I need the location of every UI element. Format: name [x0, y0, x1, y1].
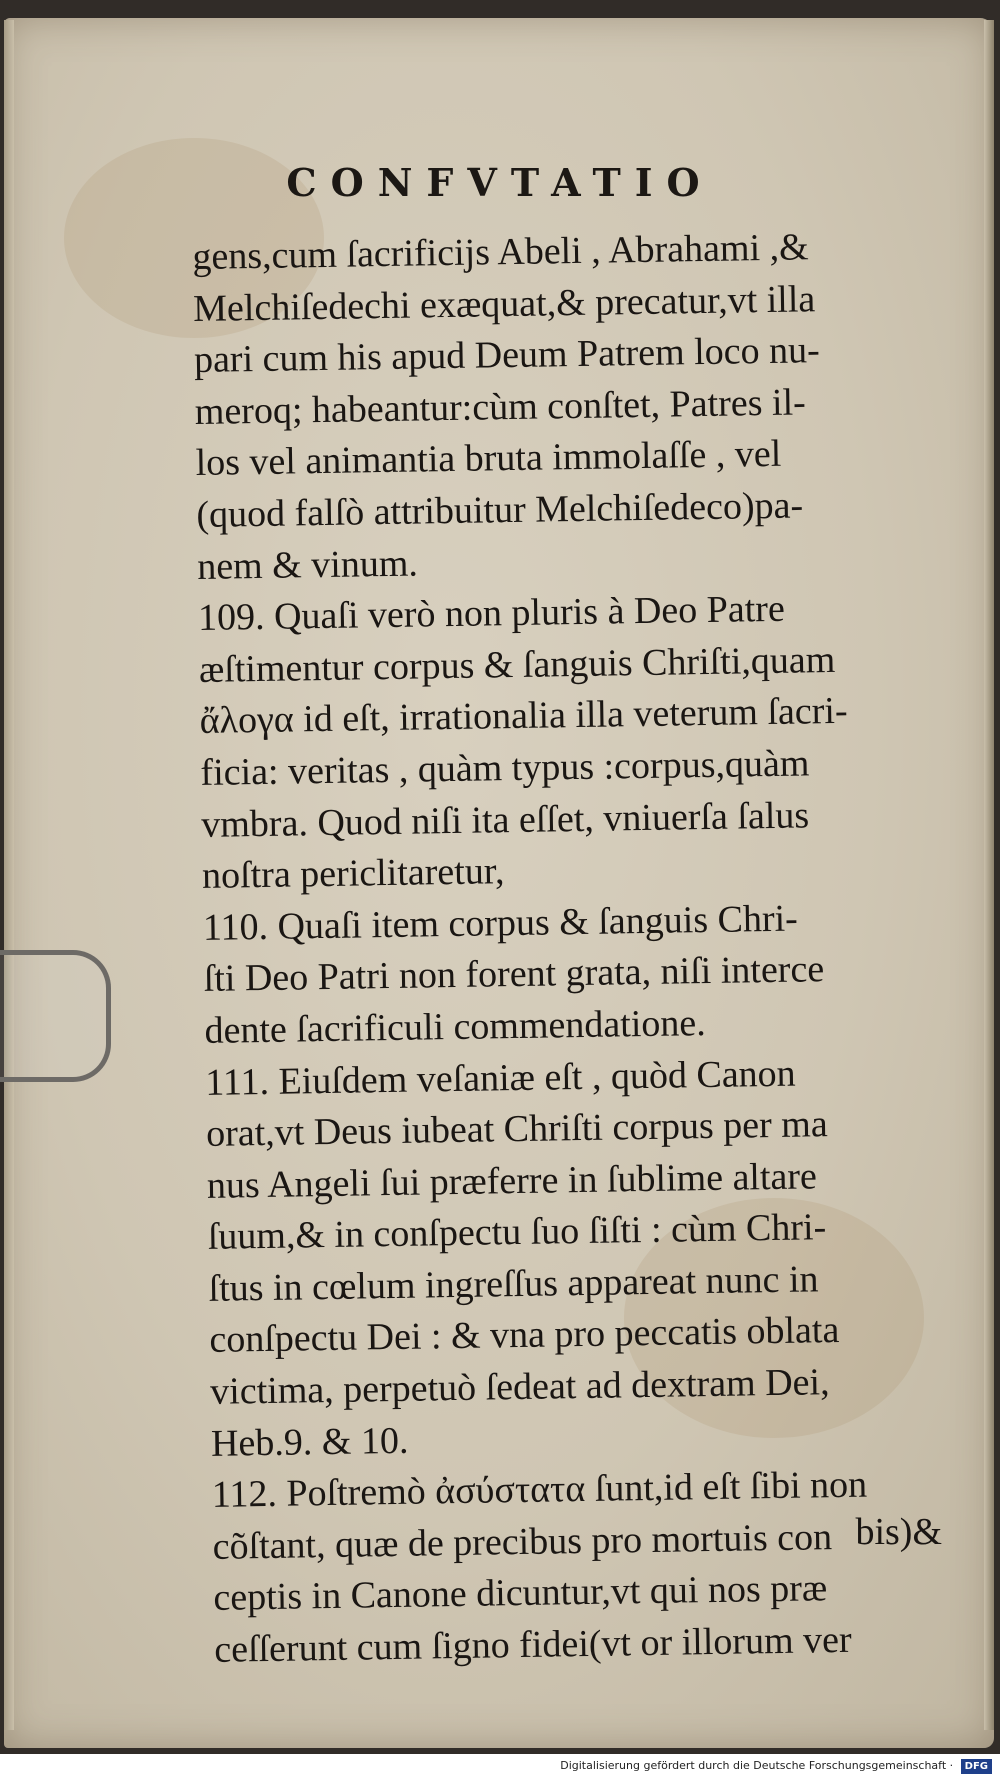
- text-line: victima, perpetuò ſedeat ad dextram Dei,: [209, 1361, 830, 1413]
- text-line: 111. Eiuſdem veſaniæ eſt , quòd Canon: [205, 1052, 796, 1104]
- text-line: ceptis in Canone dicuntur,vt qui nos præ: [213, 1567, 828, 1620]
- running-header: CONFVTATIO: [286, 160, 714, 205]
- page-clip: [0, 950, 111, 1082]
- text-line: pari cum his apud Deum Patrem loco nu-: [193, 329, 821, 382]
- text-line: æſtimentur corpus & ſanguis Chriſti,quam: [198, 638, 836, 691]
- text-line: Melchiſedechi exæquat,& precatur,vt illa: [192, 277, 816, 330]
- text-line: ſtus in cœlum ingreſſus appareat nunc in: [208, 1258, 819, 1310]
- text-line: nem & vinum.: [196, 542, 419, 588]
- text-line: Heb.9. & 10.: [210, 1419, 409, 1465]
- text-line: vmbra. Quod niſi ita eſſet, vniuerſa ſalus: [200, 793, 810, 846]
- dfg-logo: DFG: [961, 1759, 992, 1774]
- text-line: orat,vt Deus iubeat Chriſti corpus per ma: [205, 1103, 829, 1155]
- text-line: gens,cum ſacrificijs Abeli , Abrahami ,&: [192, 226, 809, 278]
- text-line: conſpectu Dei : & vna pro peccatis oblata: [209, 1309, 840, 1362]
- text-line: ſuum,& in conſpectu ſuo ſiſti : cùm Chri-: [207, 1206, 827, 1259]
- digitization-credit: Digitalisierung gefördert durch die Deutsche Forschungsgemeinschaft ·: [560, 1759, 954, 1772]
- digitization-credit-bar: [0, 1754, 1000, 1777]
- text-line: ceſſerunt cum ſigno fidei(vt or illorum ver: [213, 1618, 852, 1671]
- page-edge-right: [984, 20, 994, 1730]
- text-line: 109. Quaſi verò non pluris à Deo Patre: [197, 587, 786, 640]
- text-line: los vel animantia bruta immolaſſe , vel: [195, 433, 782, 485]
- text-line: meroq; habeantur:cùm conſtet, Patres il-: [194, 381, 807, 433]
- catchword: bis)&: [855, 1511, 942, 1553]
- body-text: [192, 220, 955, 1676]
- text-line: ſti Deo Patri non forent grata, niſi interce: [203, 948, 825, 1001]
- text-line: noſtra periclitaretur,: [201, 850, 505, 898]
- text-line: 110. Quaſi item corpus & ſanguis Chri-: [202, 897, 799, 949]
- text-line: (quod falſò attribuitur Melchiſedeco)pa-: [196, 484, 804, 536]
- text-line: dente ſacrificuli commendatione.: [204, 1001, 707, 1052]
- text-line: 112. Poſtremò ἀσύστατα ſunt,id eſt ſibi non: [211, 1463, 868, 1517]
- text-line: nus Angeli ſui præferre in ſublime altare: [206, 1154, 818, 1207]
- text-line: ἄλογα id eſt, irrationalia illa veterum ſacri-: [199, 690, 848, 743]
- page-edge-left: [4, 20, 14, 1730]
- text-line: ficia: veritas , quàm typus :corpus,quàm: [200, 742, 810, 794]
- text-line: cõſtant, quæ de precibus pro mortuis con: [212, 1515, 833, 1568]
